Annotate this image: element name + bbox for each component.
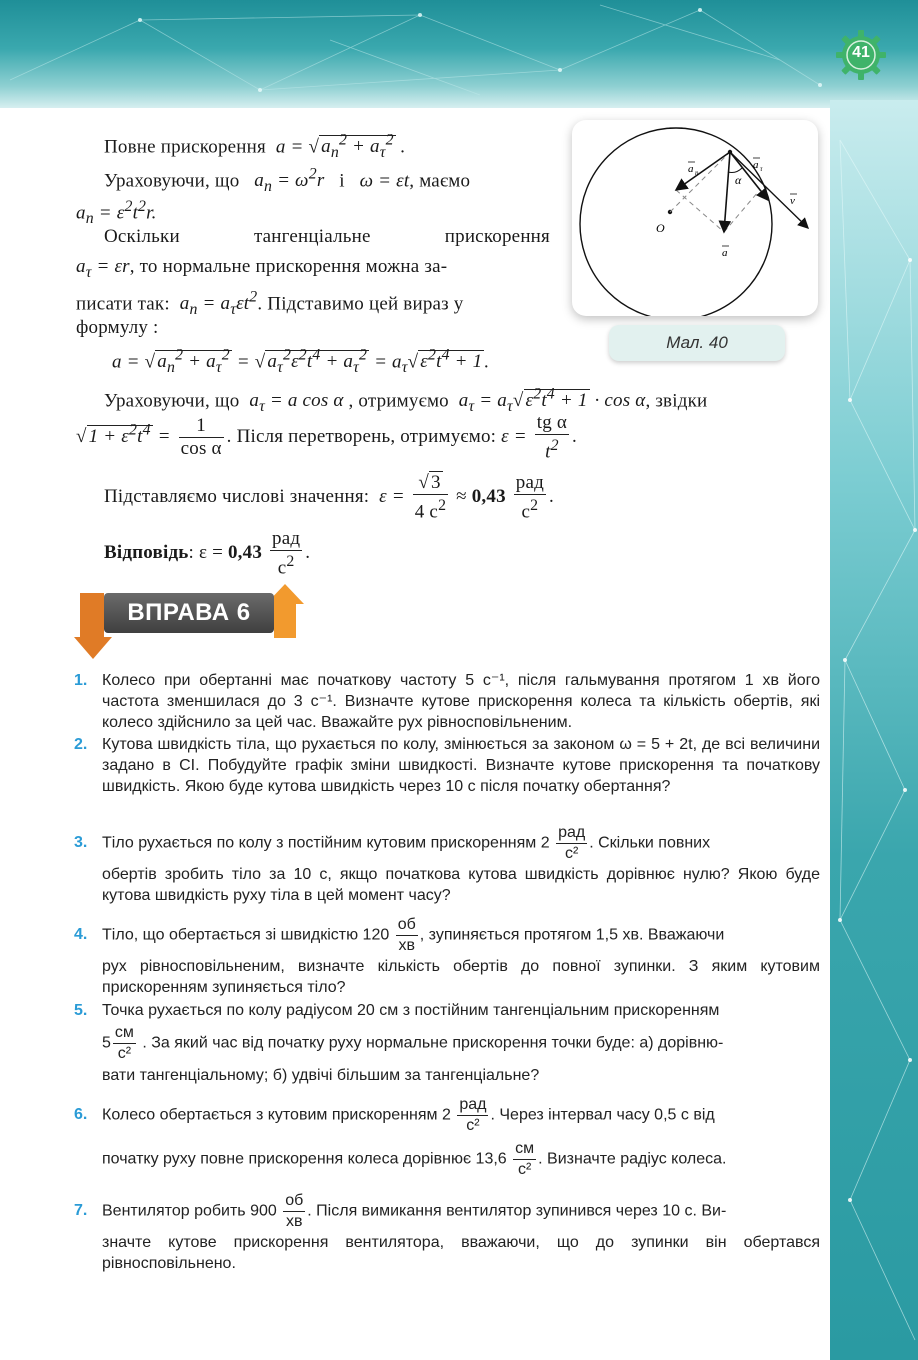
text-acceleration: прискорення (444, 226, 550, 247)
label-v: v (790, 195, 795, 207)
unit-fraction: $\frac{см}{\text{с²}}$ (114, 1023, 134, 1062)
text-normal-can-be: , то нормальне прискорення можна за- (129, 256, 448, 277)
side-decoration (830, 100, 918, 1360)
unit-rad-per-s2: $\frac{\text{рад}}{с^2}$ (515, 472, 544, 523)
exercise-number: 3. (74, 834, 88, 851)
text-considering: Ураховуючи, що (104, 170, 240, 192)
exercise-number: 4. (74, 926, 88, 943)
exercise-3 (74, 822, 820, 906)
text-considering-2: Ураховуючи, що (104, 390, 240, 412)
label-at: a (753, 159, 759, 171)
label-an-sub: n (695, 169, 699, 177)
value-epsilon-approx: 0,43 (471, 486, 506, 508)
exercise-6 (74, 1094, 820, 1182)
exercise-text: Тіло, що обертається зі швидкістю 120 $\frac{об}{хв}$ , зупиняється протягом 1,5 хв. Вважаючи рух рівносповільненим, визначте кількість обертів до повної зупинки. З яким кутовим прискоренням зупиняється тіло? (102, 915, 820, 996)
unit-fraction: $\frac{\text{рад}}{\text{с²}}$ (558, 823, 586, 862)
answer-line: Відповідь: ε = 0,43 $\frac{\text{рад}}{с^2}$ . (104, 528, 311, 579)
text-and: і (339, 170, 345, 192)
figure-caption: Мал. 40 (609, 325, 785, 361)
section-title: ВПРАВА 6 (104, 593, 274, 633)
exercise-number: 2. (74, 736, 88, 753)
fraction-one-over-cos: $\frac{1}{\text{cos α}}$ (180, 415, 222, 460)
exercise-number: 1. (74, 672, 88, 689)
exercise-text: Колесо обертається з кутовим прискоренням 2 $\frac{\text{рад}}{\text{с²}}$ . Через інтервал часу 0,5 с від початку руху повне прискорення колеса дорівнює 13,6 $\frac{см}{\text{с²}}$ . Визначте радіус колеса. (102, 1095, 727, 1178)
exercise-5 (74, 1000, 820, 1086)
answer-label: Відповідь (104, 542, 189, 564)
solution-line-4: $a_\tau = \varepsilon r$, то нормальне прискорення можна за- (76, 256, 448, 281)
solution-line-2: Ураховуючи, що $a_n = \omega^2r$ і ω = εt, маємо (104, 166, 471, 196)
solution-line-1: Повне прискорення a = √ $a_n^2 + a_\tau^2$ . (104, 132, 406, 162)
label-an: a (688, 163, 694, 175)
label-a: a (722, 247, 728, 259)
unit-fraction: $\frac{об}{хв}$ (285, 1191, 304, 1230)
answer-value: 0,43 (227, 542, 263, 564)
solution-line-10: Підставляємо числові значення: ε = $\frac{√ 3}{4 с^2}$ ≈ 0,43 $\frac{\text{рад}}{с^2}$ . (104, 472, 554, 523)
unit-fraction: $\frac{об}{хв}$ (397, 915, 416, 954)
formula-an: $a_n = \varepsilon^2t^2r$. (76, 198, 157, 228)
unit-fraction-2: $\frac{см}{\text{с²}}$ (515, 1139, 535, 1178)
exercise-text: Тіло рухається по колу з постійним кутовим прискоренням 2 $\frac{\text{рад}}{\text{с²}}$ . Скільки повних обертів зробить тіло за 10 с, якщо початкова кутова швидкість дорівнює нулю? Якою буде кутова швидкість руху тіла в цей момент часу? (102, 823, 820, 904)
exercise-4 (74, 914, 820, 998)
exercise-text: Колесо при обертанні має початкову частоту 5 с⁻¹, після гальмування протягом 1 хв його частота зменшилася до 3 с⁻¹. Визначте кутове прискорення колеса та кількість обертів, які колесо здійснило за цей час. Вважайте рух рівносповільненим. (102, 672, 820, 731)
unit-fraction: $\frac{\text{рад}}{\text{с²}}$ (459, 1095, 487, 1134)
exercise-text: Точка рухається по колу радіусом 20 см з постійним тангенціальним прискоренням 5 $\frac{см}{\text{с²}}$ . За який час від початку руху нормальне прискорення точки буде: а) дорівню- вати тангенціальному; б) удвічі більшим за тангенціальне? (102, 1002, 724, 1084)
text-tangential: тангенціальне (253, 226, 371, 247)
text-substitute-values: Підставляємо числові значення: (104, 486, 370, 508)
exercise-number: 6. (74, 1106, 88, 1123)
fraction-tg-over-t2: $\frac{\text{tg α}}{t^2}$ (536, 412, 568, 463)
solution-line-3 (104, 222, 550, 252)
solution-line-8: Ураховуючи, що $a_\tau = a$ cos α , отримуємо $a_\tau = a_\tau√$ $\varepsilon^2t^4 + 1 \cdot \cos \alpha$, звідки (104, 386, 708, 416)
exercise-text: Вентилятор робить 900 $\frac{об}{хв}$ . Після вимикання вентилятор зупинився через 10 с. Ви- значте кутове прискорення вентилятора, вважаючи, що до зупинки він обертався рівносповільнено. (102, 1191, 820, 1272)
label-at-sub: τ (760, 165, 763, 173)
formula-full-chain: a = √ $a_n^2 + a_\tau^2$ = √ $a_\tau^2\varepsilon^2t^4 + a_\tau^2 = a_\tau√$ $\varepsilon^2t^4 + 1$ . (112, 347, 490, 377)
circle-diagram (572, 120, 818, 316)
text-whence: , звідки (645, 390, 708, 412)
solution-line-9: √ $1 + \varepsilon^2t^4$ = $\frac{1}{\text{cos α}}$ . Після перетворень, отримуємо: ε = $\frac{\text{tg α}}{t^2}$ . (76, 412, 577, 463)
text-after-transform: . Після перетворень, отримуємо: (226, 426, 497, 448)
exercise-number: 7. (74, 1202, 88, 1219)
network-decoration (0, 0, 918, 108)
exercise-1 (74, 670, 820, 733)
solution-line-5: писати так: $a_n = a_\tau\varepsilon t^2$. Підставимо цей вираз у (76, 289, 464, 319)
exercise-text: Кутова швидкість тіла, що рухається по колу, змінюється за законом ω = 5 + 2t, де всі величини задано в СІ. Побудуйте графік зміни швидкості. Визначте кутове прискорення та початкову швидкість. Якою буде кутова швидкість через 10 с після початку обертання? (102, 736, 820, 795)
exercise-2 (74, 734, 820, 797)
text-full-acceleration: Повне прискорення (104, 136, 266, 158)
fraction-sqrt3-over-4s2: $\frac{√ 3}{4 с^2}$ (414, 472, 447, 523)
text-obtain: , отримуємо (348, 390, 449, 412)
top-banner (0, 0, 918, 108)
text-we-have: маємо (419, 170, 471, 192)
text-substitute: . Підставимо цей вираз у (257, 293, 464, 315)
label-o: O (656, 221, 665, 235)
page-number: 41 (852, 44, 870, 61)
figure-40 (572, 120, 818, 316)
label-alpha: α (735, 173, 742, 187)
text-write-as: писати так: (76, 293, 170, 315)
network-decoration-side (830, 100, 918, 1360)
exercise-number: 5. (74, 1002, 88, 1019)
solution-line-6: формулу : (76, 317, 159, 338)
exercise-7 (74, 1190, 820, 1274)
answer-unit: $\frac{\text{рад}}{с^2}$ (272, 528, 301, 579)
text-since: Оскільки (104, 226, 180, 247)
